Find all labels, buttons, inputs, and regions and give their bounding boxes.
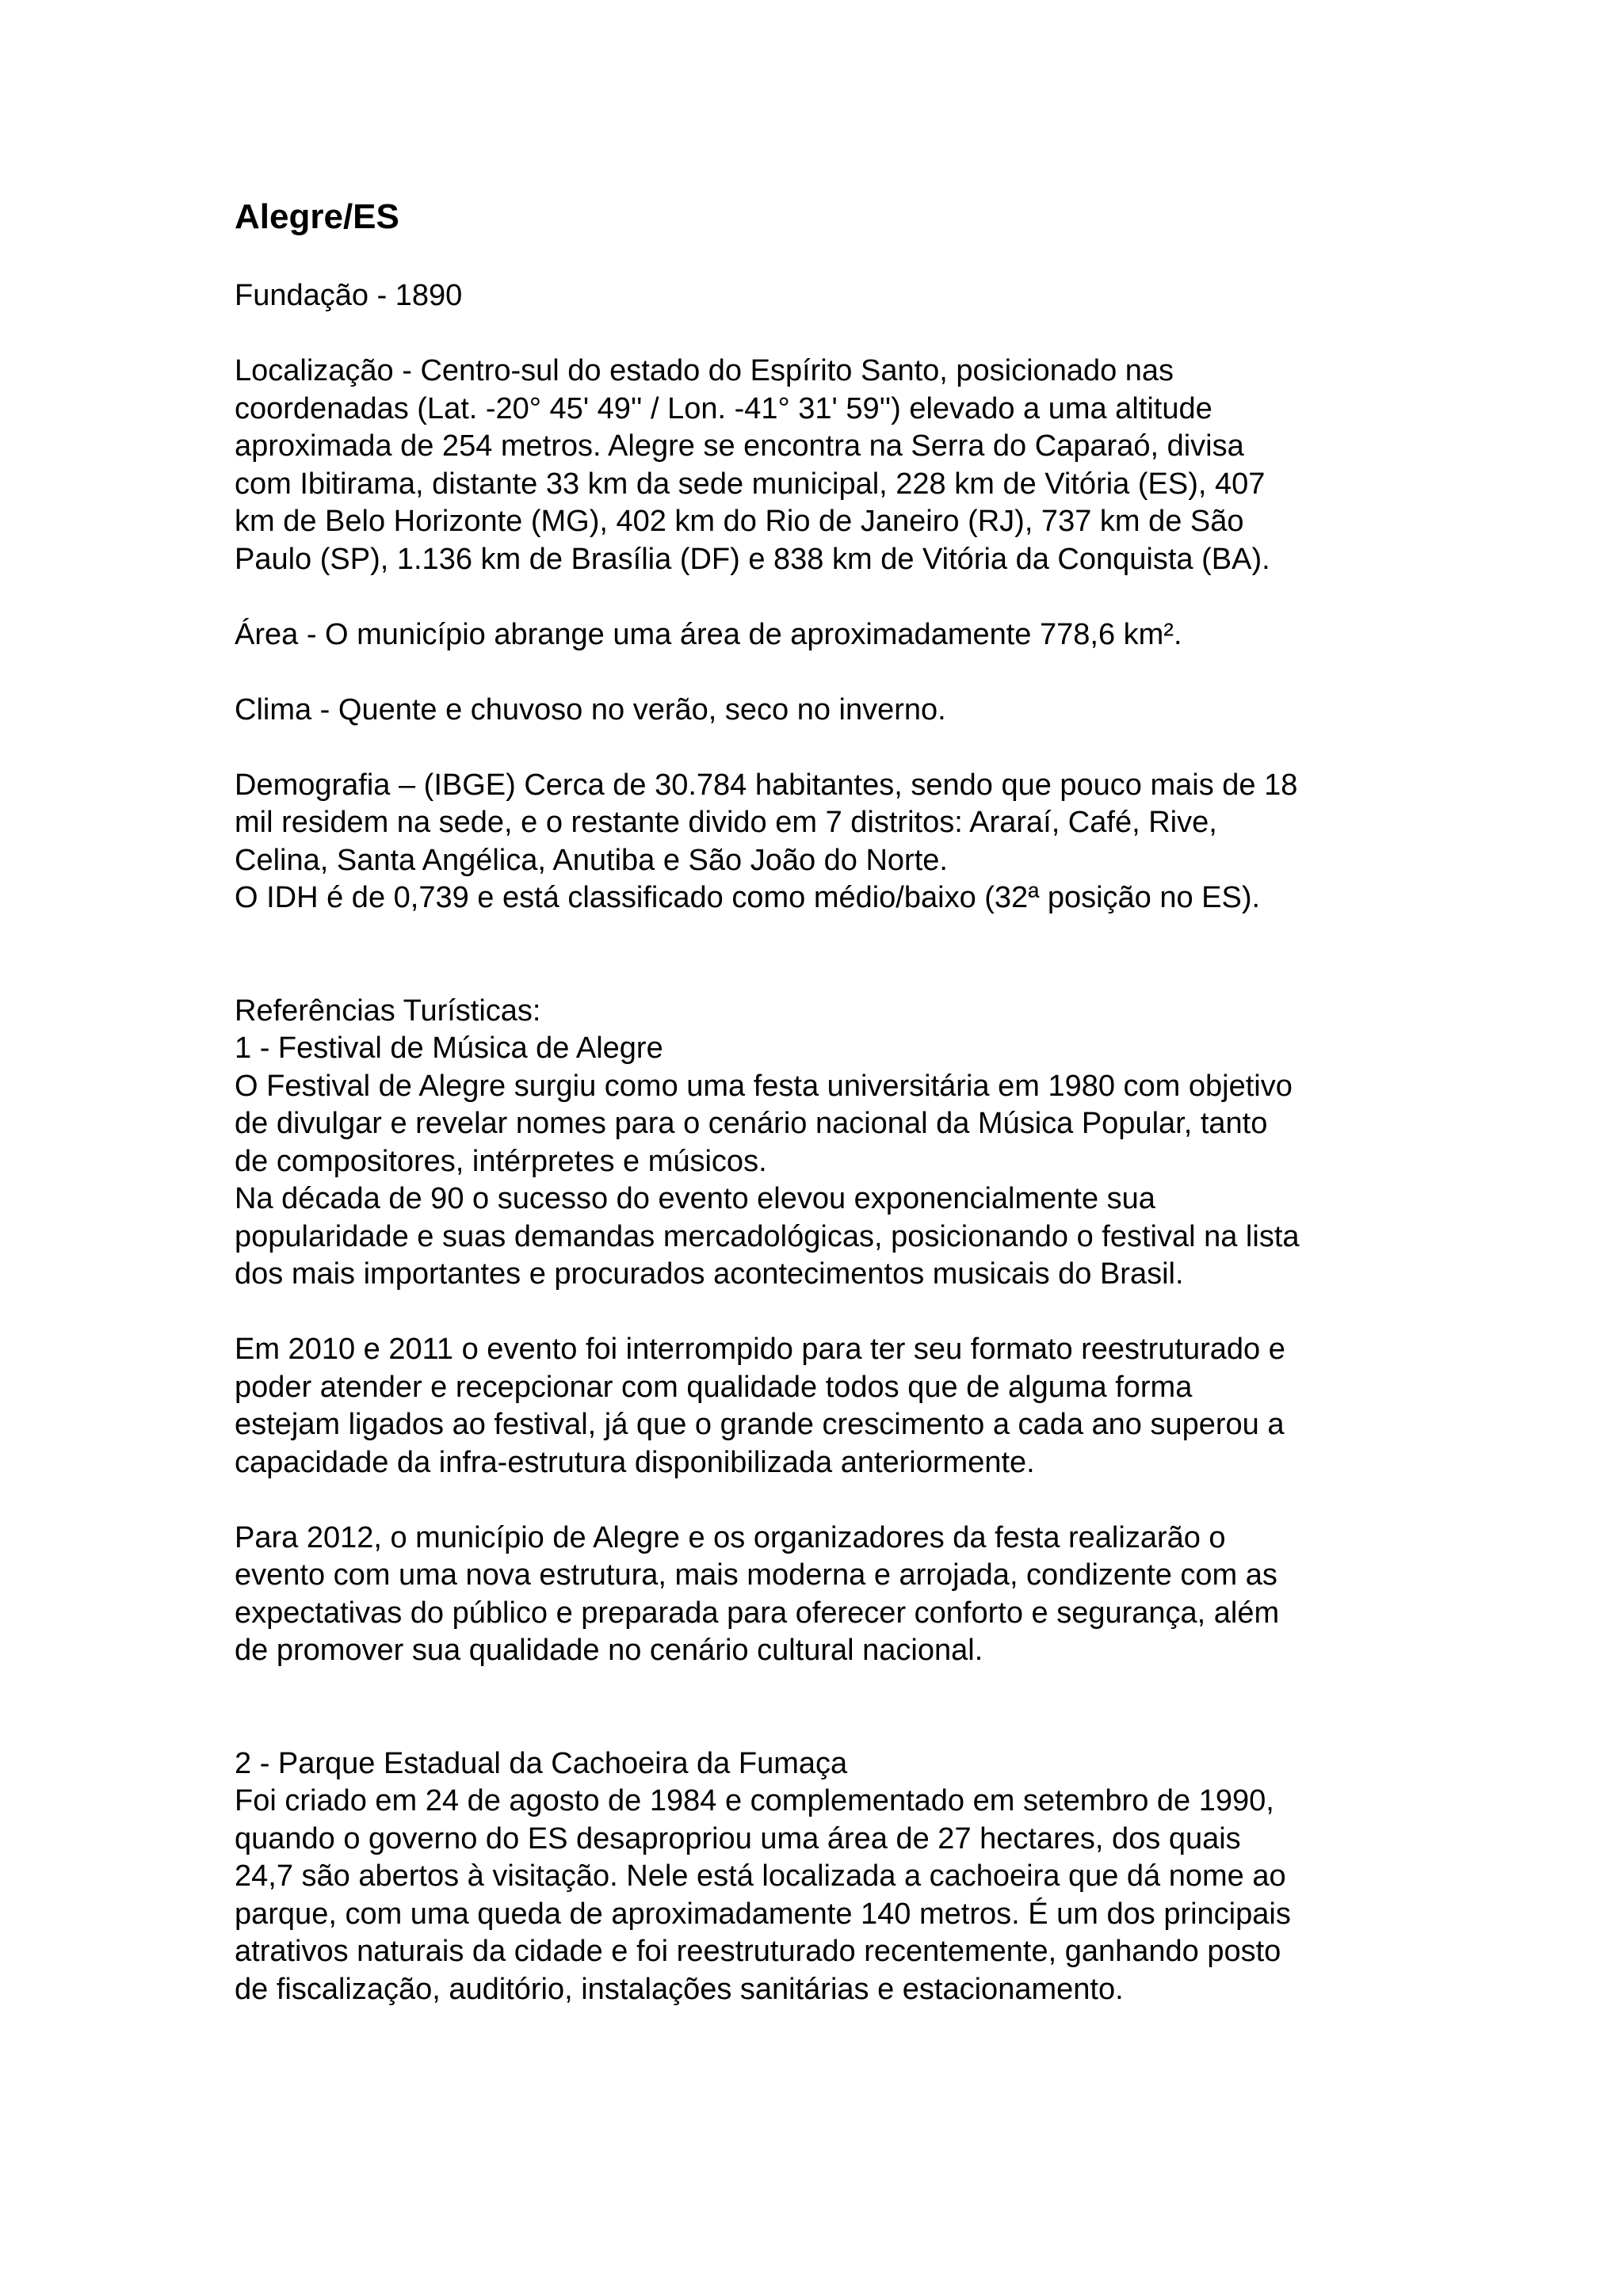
text-line: Celina, Santa Angélica, Anutiba e São João do Norte. — [235, 843, 948, 877]
text-line: estejam ligados ao festival, já que o grande crescimento a cada ano superou a — [235, 1408, 1285, 1441]
paragraph-gap — [235, 315, 1423, 353]
text-line: aproximada de 254 metros. Alegre se encontra na Serra do Caparaó, divisa — [235, 429, 1244, 463]
area-paragraph: Área - O município abrange uma área de aproximadamente 778,6 km². — [235, 617, 1182, 651]
text-line: Em 2010 e 2011 o evento foi interrompido para ter seu formato reestruturado e — [235, 1333, 1285, 1366]
text-line: capacidade da infra-estrutura disponibilizada anteriormente. — [235, 1445, 1035, 1479]
clima-paragraph: Clima - Quente e chuvoso no verão, seco no inverno. — [235, 692, 946, 727]
document-page — [235, 193, 1423, 2008]
fundacao-paragraph: Fundação - 1890 — [235, 279, 463, 312]
paragraph-gap — [235, 578, 1423, 616]
text-line: atrativos naturais da cidade e foi reestruturado recentemente, ganhando posto — [235, 1935, 1281, 1968]
text-line: mil residem na sede, e o restante divido em 7 distritos: Araraí, Café, Rive, — [235, 806, 1217, 839]
festival-2010-paragraph — [235, 1331, 1423, 1482]
text-line: km de Belo Horizonte (MG), 402 km do Rio de Janeiro (RJ), 737 km de São — [235, 505, 1244, 538]
paragraph-gap — [235, 654, 1423, 692]
text-line: Demografia – (IBGE) Cerca de 30.784 habitantes, sendo que pouco mais de 18 — [235, 768, 1298, 802]
referencias-paragraph — [235, 993, 1423, 1294]
festival-2012-paragraph — [235, 1520, 1423, 1670]
document-title: Alegre/ES — [235, 197, 399, 236]
text-line: O Festival de Alegre surgiu como uma festa universitária em 1980 com objetivo — [235, 1069, 1293, 1103]
text-line: poder atender e recepcionar com qualidade todos que de alguma forma — [235, 1370, 1193, 1404]
text-line: 1 - Festival de Música de Alegre — [235, 1032, 663, 1065]
text-line: de divulgar e revelar nomes para o cenário nacional da Música Popular, tanto — [235, 1107, 1268, 1140]
paragraph-gap — [235, 917, 1423, 993]
paragraph-gap — [235, 1294, 1423, 1332]
text-line: dos mais importantes e procurados acontecimentos musicais do Brasil. — [235, 1257, 1184, 1291]
text-line: de compositores, intérpretes e músicos. — [235, 1144, 767, 1178]
text-line: quando o governo do ES desapropriou uma área de 27 hectares, dos quais — [235, 1821, 1241, 1855]
text-line: Paulo (SP), 1.136 km de Brasília (DF) e 838 km de Vitória da Conquista (BA). — [235, 542, 1270, 576]
text-line: Localização - Centro-sul do estado do Espírito Santo, posicionado nas — [235, 354, 1174, 387]
text-line: expectativas do público e preparada para oferecer conforto e segurança, além — [235, 1596, 1280, 1630]
text-line: parque, com uma queda de aproximadamente 140 metros. É um dos principais — [235, 1897, 1291, 1931]
text-line: Foi criado em 24 de agosto de 1984 e complementado em setembro de 1990, — [235, 1784, 1274, 1817]
text-line: de fiscalização, auditório, instalações sanitárias e estacionamento. — [235, 1972, 1124, 2006]
text-line: Referências Turísticas: — [235, 994, 541, 1028]
text-line: de promover sua qualidade no cenário cultural nacional. — [235, 1634, 983, 1667]
paragraph-gap — [235, 1670, 1423, 1745]
text-line: O IDH é de 0,739 e está classificado como médio/baixo (32ª posição no ES). — [235, 881, 1261, 914]
paragraph-gap — [235, 1482, 1423, 1520]
text-line: Para 2012, o município de Alegre e os organizadores da festa realizarão o — [235, 1520, 1226, 1554]
text-line: evento com uma nova estrutura, mais moderna e arrojada, condizente com as — [235, 1558, 1277, 1592]
text-line: coordenadas (Lat. -20° 45' 49'' / Lon. -41° 31' 59'') elevado a uma altitude — [235, 391, 1212, 425]
text-line: 2 - Parque Estadual da Cachoeira da Fumaça — [235, 1746, 848, 1780]
paragraph-gap — [235, 729, 1423, 767]
text-line: 24,7 são abertos à visitação. Nele está localizada a cachoeira que dá nome ao — [235, 1859, 1286, 1893]
localizacao-paragraph — [235, 353, 1423, 578]
parque-paragraph — [235, 1745, 1423, 2009]
demografia-paragraph — [235, 767, 1423, 917]
text-line: com Ibitirama, distante 33 km da sede municipal, 228 km de Vitória (ES), 407 — [235, 467, 1266, 501]
text-line: popularidade e suas demandas mercadológicas, posicionando o festival na lista — [235, 1219, 1300, 1253]
text-line: Na década de 90 o sucesso do evento elevou exponencialmente sua — [235, 1182, 1155, 1215]
